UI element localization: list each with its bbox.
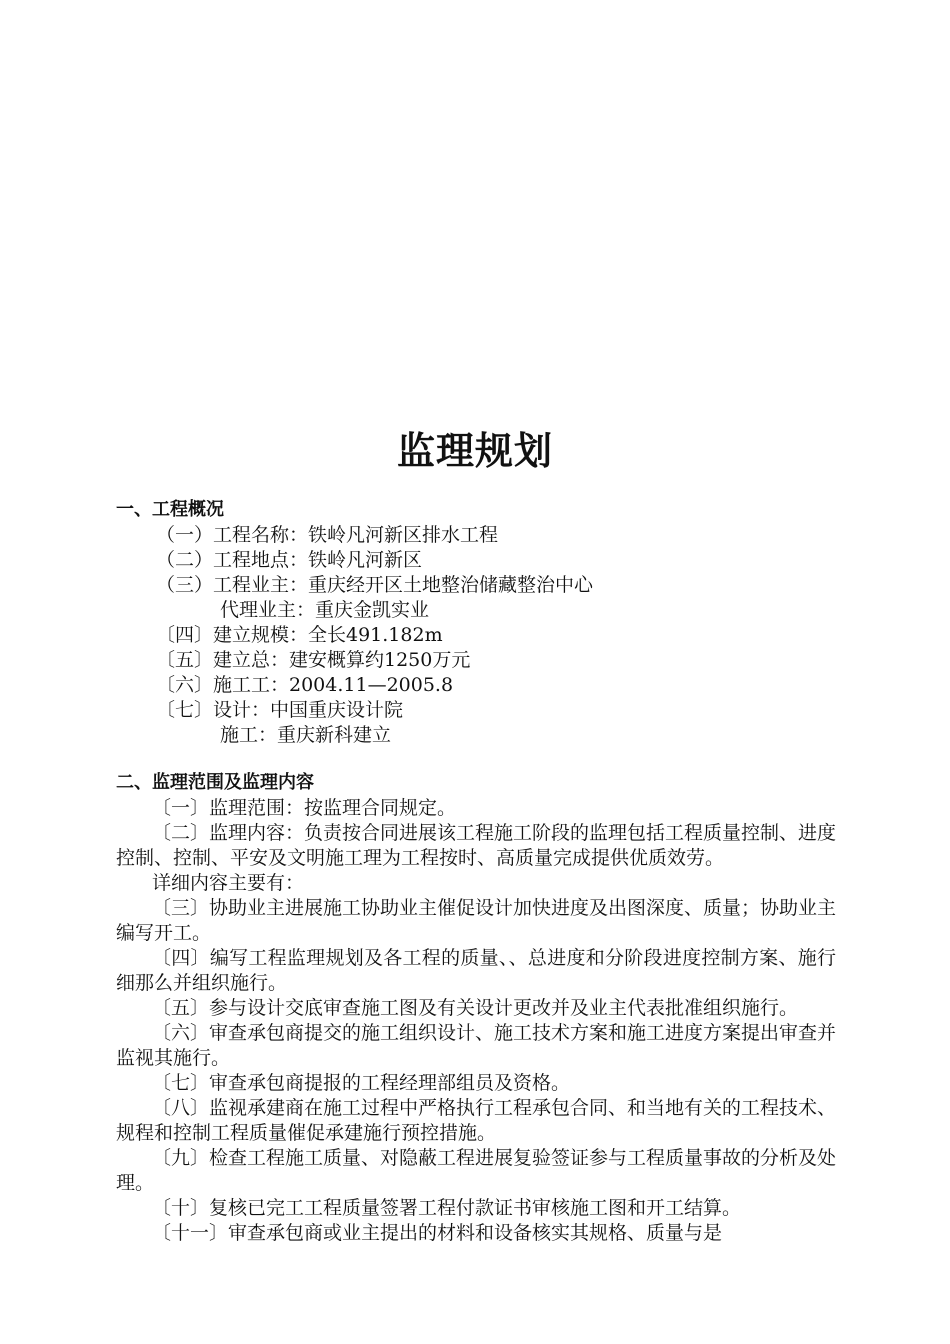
project-scale-line: 〔四〕建立规模：全长491.182m xyxy=(156,624,443,646)
project-name-line: （一）工程名称：铁岭凡河新区排水工程 xyxy=(156,524,499,546)
section-heading-overview: 一、工程概况 xyxy=(116,499,224,520)
item-paragraph: 〔四〕编写工程监理规划及各工程的质量、、总进度和分阶段进度控制方案、施行细那么并组织施行。 xyxy=(116,947,836,994)
designer-line: 〔七〕设计：中国重庆设计院 xyxy=(156,699,404,721)
section-gap xyxy=(116,748,836,770)
item-paragraph: 〔十一〕审查承包商或业主提出的材料和设备核实其规格、质量与是 xyxy=(152,1222,723,1244)
project-owner-line: （三）工程业主：重庆经开区土地整治储藏整治中心 xyxy=(156,574,594,596)
project-period-line: 〔六〕施工工：2004.11—2005.8 xyxy=(156,674,454,696)
project-location-line: （二）工程地点：铁岭凡河新区 xyxy=(156,549,423,571)
section-heading-scope: 二、监理范围及监理内容 xyxy=(116,772,314,793)
item-paragraph: 〔八〕监视承建商在施工过程中严格执行工程承包合同、和当地有关的工程技术、规程和控制工程质量催促承建施行预控措施。 xyxy=(116,1097,837,1144)
item-paragraph: 〔九〕检查工程施工质量、对隐蔽工程进展复验签证参与工程质量事故的分析及处理。 xyxy=(116,1147,837,1194)
document-body xyxy=(116,497,836,1246)
item-paragraph: 〔五〕参与设计交底审查施工图及有关设计更改并及业主代表批准组织施行。 xyxy=(152,997,799,1019)
scope-paragraph: 〔一〕监理范围：按监理合同规定。 xyxy=(152,797,457,819)
contractor-line: 施工：重庆新科建立 xyxy=(220,724,392,746)
item-paragraph: 〔七〕审查承包商提报的工程经理部组员及资格。 xyxy=(152,1072,571,1094)
content-paragraph: 〔二〕监理内容：负责按合同进展该工程施工阶段的监理包括工程质量控制、进度控制、控制、平安及文明施工理为工程按时、高质量完成提供优质效劳。 xyxy=(116,822,837,869)
document-title: 监理规划 xyxy=(396,429,553,473)
agent-owner-line: 代理业主：重庆金凯实业 xyxy=(220,599,430,621)
detail-intro: 详细内容主要有： xyxy=(152,872,305,894)
item-paragraph: 〔六〕审查承包商提交的施工组织设计、施工技术方案和施工进度方案提出审查并监视其施行。 xyxy=(116,1022,837,1069)
item-paragraph: 〔三〕协助业主进展施工协助业主催促设计加快进度及出图深度、质量；协助业主编写开工。 xyxy=(116,897,837,944)
item-paragraph: 〔十〕复核已完工工程质量签署工程付款证书审核施工图和开工结算。 xyxy=(152,1197,742,1219)
project-budget-line: 〔五〕建立总：建安概算约1250万元 xyxy=(156,649,471,671)
